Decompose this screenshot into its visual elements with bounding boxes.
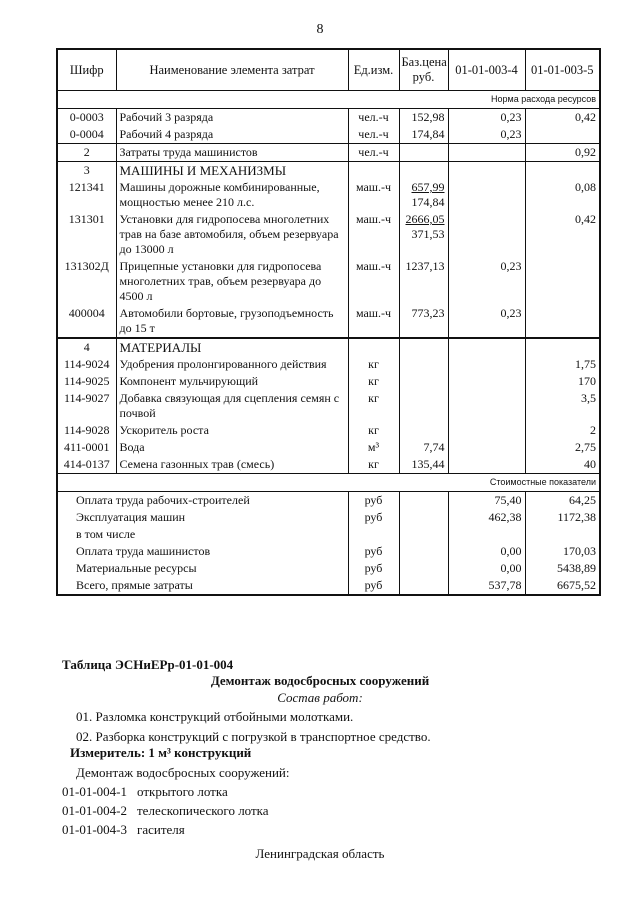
row-value-a	[448, 456, 525, 474]
rate-name: гасителя	[137, 822, 185, 837]
row-value-a	[448, 373, 525, 390]
row-name: Компонент мульчирующий	[116, 373, 348, 390]
row-unit: кг	[348, 373, 399, 390]
total-name: в том числе	[57, 526, 348, 543]
section-title: МАТЕРИАЛЫ	[116, 338, 348, 356]
row-value-b: 40	[525, 456, 600, 474]
table-row	[57, 126, 600, 144]
table-row	[57, 305, 600, 338]
row-name: Вода	[116, 439, 348, 456]
table-row	[57, 456, 600, 474]
row-code: 0-0004	[57, 126, 116, 144]
row-value-a	[448, 422, 525, 439]
table-row	[57, 179, 600, 211]
row-value-b: 3,5	[525, 390, 600, 422]
row-value-a: 0,23	[448, 126, 525, 144]
total-row	[57, 509, 600, 526]
row-value-b: 0,08	[525, 179, 600, 211]
table-title: Таблица ЭСНиЕРр-01-01-004	[62, 657, 234, 672]
total-name: Материальные ресурсы	[57, 560, 348, 577]
row-code: 400004	[57, 305, 116, 338]
table-row	[57, 373, 600, 390]
total-value-a	[448, 526, 525, 543]
row-code: 114-9028	[57, 422, 116, 439]
table-row	[57, 390, 600, 422]
total-name: Всего, прямые затраты	[57, 577, 348, 595]
total-unit: руб	[348, 577, 399, 595]
row-value-b: 1,75	[525, 356, 600, 373]
total-name: Оплата труда машинистов	[57, 543, 348, 560]
row-price: 773,23	[399, 305, 448, 338]
row-value-a: 0,23	[448, 258, 525, 305]
total-value-a: 0,00	[448, 543, 525, 560]
total-value-b: 170,03	[525, 543, 600, 560]
row-value-a: 0,23	[448, 109, 525, 127]
total-value-a: 75,40	[448, 492, 525, 510]
norm-bar-label: Норма расхода ресурсов	[448, 91, 600, 109]
table-row	[57, 356, 600, 373]
total-row	[57, 543, 600, 560]
row-unit: кг	[348, 390, 399, 422]
row-value-b: 170	[525, 373, 600, 390]
row-unit: м³	[348, 439, 399, 456]
row-code: 411-0001	[57, 439, 116, 456]
row-value-b	[525, 126, 600, 144]
row-value-b: 0,42	[525, 211, 600, 258]
row-unit: чел.-ч	[348, 126, 399, 144]
rate-code: 01-01-004-2	[62, 803, 127, 818]
row-name: Семена газонных трав (смесь)	[116, 456, 348, 474]
rate-name: телескопического лотка	[137, 803, 269, 818]
row-value-a	[448, 356, 525, 373]
total-row	[57, 526, 600, 543]
total-row	[57, 492, 600, 510]
section-row-3	[57, 162, 600, 180]
header-code: Шифр	[57, 49, 116, 91]
row-code: 131301	[57, 211, 116, 258]
row-code: 114-9024	[57, 356, 116, 373]
row-value-b	[525, 305, 600, 338]
row-unit: маш.-ч	[348, 211, 399, 258]
row-name: Ускоритель роста	[116, 422, 348, 439]
row-unit: маш.-ч	[348, 258, 399, 305]
row-price: 152,98	[399, 109, 448, 127]
section-value-a	[448, 144, 525, 162]
composition-label: Состав работ:	[277, 690, 363, 705]
rate-item	[62, 784, 228, 800]
rate-name: открытого лотка	[137, 784, 228, 799]
total-unit: руб	[348, 492, 399, 510]
row-name: Рабочий 3 разряда	[116, 109, 348, 127]
section-number: 2	[57, 144, 116, 162]
row-code: 121341	[57, 179, 116, 211]
cost-bar-row	[57, 474, 600, 492]
total-value-b: 5438,89	[525, 560, 600, 577]
work-item: 02. Разборка конструкций с погрузкой в транспортное средство.	[76, 729, 431, 744]
row-price: 2666,05	[405, 212, 445, 226]
total-row	[57, 560, 600, 577]
work-item: 01. Разломка конструкций отбойными молотками.	[76, 709, 354, 724]
row-value-a: 0,23	[448, 305, 525, 338]
row-price	[399, 422, 448, 439]
total-unit: руб	[348, 509, 399, 526]
row-price: 1237,13	[399, 258, 448, 305]
row-code: 414-0137	[57, 456, 116, 474]
row-name: Рабочий 4 разряда	[116, 126, 348, 144]
table-row	[57, 439, 600, 456]
total-unit: руб	[348, 560, 399, 577]
row-name: Машины дорожные комбинированные, мощностью менее 210 л.с.	[116, 179, 348, 211]
header-unit: Ед.изм.	[348, 49, 399, 91]
row-value-b: 2,75	[525, 439, 600, 456]
row-price	[399, 373, 448, 390]
norm-bar-row	[57, 91, 600, 109]
row-price: 174,84	[399, 126, 448, 144]
table-header-row	[57, 49, 600, 91]
header-base-price: Баз.цена руб.	[399, 49, 448, 91]
row-price-2: 371,53	[411, 227, 445, 241]
section-row-2	[57, 144, 600, 162]
rate-code: 01-01-004-1	[62, 784, 127, 799]
section-value-b: 0,92	[525, 144, 600, 162]
row-unit: кг	[348, 422, 399, 439]
header-col-b: 01-01-003-5	[525, 49, 600, 91]
section-number: 4	[57, 338, 116, 356]
row-value-b: 2	[525, 422, 600, 439]
row-value-b: 0,42	[525, 109, 600, 127]
rate-code: 01-01-004-3	[62, 822, 127, 837]
row-value-a	[448, 179, 525, 211]
region-footer: Ленинградская область	[255, 846, 385, 861]
row-name: Удобрения пролонгированного действия	[116, 356, 348, 373]
row-price	[399, 390, 448, 422]
cost-bar-label: Стоимостные показатели	[448, 474, 600, 492]
row-value-a	[448, 211, 525, 258]
section-unit: чел.-ч	[348, 144, 399, 162]
header-col-a: 01-01-003-4	[448, 49, 525, 91]
total-value-b: 1172,38	[525, 509, 600, 526]
header-name: Наименование элемента затрат	[116, 49, 348, 91]
total-value-a: 537,78	[448, 577, 525, 595]
row-value-b	[525, 258, 600, 305]
row-unit: маш.-ч	[348, 179, 399, 211]
total-value-a: 0,00	[448, 560, 525, 577]
page-number: 8	[316, 22, 324, 37]
section-number: 3	[57, 162, 116, 180]
table-row	[57, 258, 600, 305]
row-price-2: 174,84	[411, 195, 445, 209]
row-code: 131302Д	[57, 258, 116, 305]
rate-item	[62, 803, 269, 819]
row-code: 114-9025	[57, 373, 116, 390]
total-value-b: 64,25	[525, 492, 600, 510]
row-name: Прицепные установки для гидропосева многолетних трав, объем резервуара до 4500 л	[116, 258, 348, 305]
section-name: Затраты труда машинистов	[116, 144, 348, 162]
row-price: 657,99	[411, 180, 445, 194]
table-row	[57, 211, 600, 258]
section-title: МАШИНЫ И МЕХАНИЗМЫ	[116, 162, 348, 180]
total-name: Оплата труда рабочих-строителей	[57, 492, 348, 510]
total-name: Эксплуатация машин	[57, 509, 348, 526]
total-value-b: 6675,52	[525, 577, 600, 595]
row-unit: маш.-ч	[348, 305, 399, 338]
measure-line: Измеритель: 1 м³ конструкций	[70, 745, 252, 760]
section-row-4	[57, 338, 600, 356]
table-row	[57, 109, 600, 127]
rate-item	[62, 822, 185, 838]
table-row	[57, 422, 600, 439]
resource-norms-table	[56, 48, 601, 596]
list-intro: Демонтаж водосбросных сооружений:	[76, 765, 290, 780]
total-row	[57, 577, 600, 595]
total-value-a: 462,38	[448, 509, 525, 526]
row-price: 7,74	[399, 439, 448, 456]
row-value-a	[448, 439, 525, 456]
row-code: 114-9027	[57, 390, 116, 422]
row-price	[399, 356, 448, 373]
row-unit: кг	[348, 456, 399, 474]
table-subtitle: Демонтаж водосбросных сооружений	[210, 673, 430, 688]
row-unit: кг	[348, 356, 399, 373]
row-code: 0-0003	[57, 109, 116, 127]
row-value-a	[448, 390, 525, 422]
row-name: Добавка связующая для сцепления семян с почвой	[116, 390, 348, 422]
total-unit: руб	[348, 543, 399, 560]
row-unit: чел.-ч	[348, 109, 399, 127]
row-name: Установки для гидропосева многолетних трав на базе автомобиля, объем резервуара до 13000 л	[116, 211, 348, 258]
row-name: Автомобили бортовые, грузоподъемность до 15 т	[116, 305, 348, 338]
total-unit	[348, 526, 399, 543]
total-value-b	[525, 526, 600, 543]
row-price: 135,44	[399, 456, 448, 474]
